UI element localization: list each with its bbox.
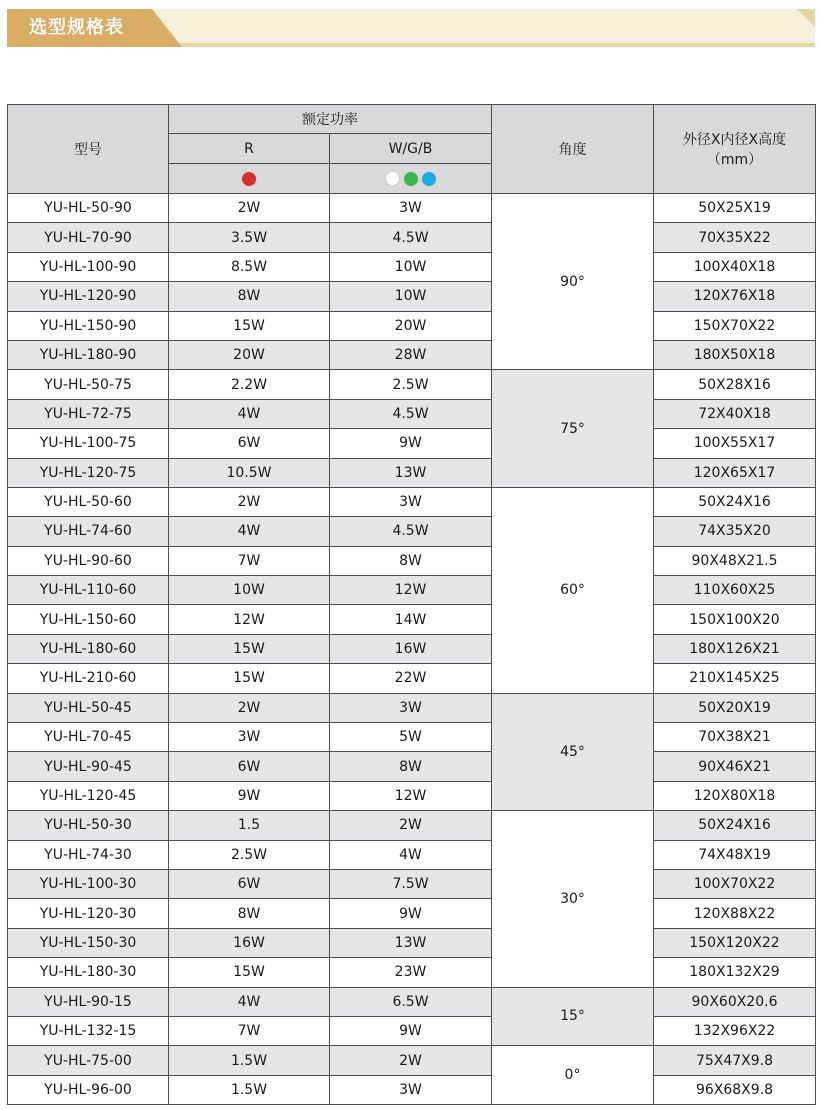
- cell-model: YU-HL-100-30: [8, 869, 169, 898]
- cell-model: YU-HL-180-30: [8, 958, 169, 987]
- cell-r-power: 4W: [169, 517, 330, 546]
- table-row: [8, 370, 816, 399]
- cell-model: YU-HL-50-30: [8, 811, 169, 840]
- cell-dimensions: 100X70X22: [654, 869, 816, 898]
- spec-table: [7, 104, 816, 1105]
- cell-r-power: 6W: [169, 752, 330, 781]
- cell-wgb-power: 28W: [330, 340, 492, 369]
- cell-r-power: 12W: [169, 605, 330, 634]
- cell-wgb-power: 6.5W: [330, 987, 492, 1016]
- table-row: [8, 869, 816, 898]
- header-r: R: [169, 134, 330, 164]
- cell-model: YU-HL-120-45: [8, 781, 169, 810]
- cell-dimensions: 120X88X22: [654, 899, 816, 928]
- header-rated-power: 额定功率: [169, 105, 492, 134]
- table-row: [8, 429, 816, 458]
- white-dot-icon: [385, 171, 400, 186]
- cell-dimensions: 120X76X18: [654, 282, 816, 311]
- cell-wgb-power: 13W: [330, 458, 492, 487]
- cell-dimensions: 180X50X18: [654, 340, 816, 369]
- cell-dimensions: 74X48X19: [654, 840, 816, 869]
- cell-r-power: 2W: [169, 487, 330, 516]
- cell-dimensions: 96X68X9.8: [654, 1075, 816, 1104]
- table-row: [8, 958, 816, 987]
- cell-model: YU-HL-180-90: [8, 340, 169, 369]
- banner-corner-fold: [797, 9, 815, 27]
- cell-dimensions: 90X48X21.5: [654, 546, 816, 575]
- cell-wgb-power: 3W: [330, 194, 492, 223]
- cell-wgb-power: 5W: [330, 723, 492, 752]
- cell-model: YU-HL-90-60: [8, 546, 169, 575]
- cell-dimensions: 150X70X22: [654, 311, 816, 340]
- cell-r-power: 2W: [169, 693, 330, 722]
- cell-wgb-power: 2.5W: [330, 370, 492, 399]
- cell-r-power: 10.5W: [169, 458, 330, 487]
- cell-dimensions: 180X132X29: [654, 958, 816, 987]
- cell-wgb-power: 7.5W: [330, 869, 492, 898]
- header-r-indicator: [169, 164, 330, 194]
- cell-dimensions: 74X35X20: [654, 517, 816, 546]
- cell-dimensions: 150X120X22: [654, 928, 816, 957]
- cell-model: YU-HL-90-15: [8, 987, 169, 1016]
- cell-dimensions: 90X60X20.6: [654, 987, 816, 1016]
- cell-angle: 90°: [492, 194, 654, 370]
- cell-dimensions: 210X145X25: [654, 664, 816, 693]
- cell-r-power: 9W: [169, 781, 330, 810]
- cell-wgb-power: 4.5W: [330, 223, 492, 252]
- cell-wgb-power: 3W: [330, 1075, 492, 1104]
- table-row: [8, 1016, 816, 1045]
- cell-model: YU-HL-70-45: [8, 723, 169, 752]
- cell-wgb-power: 10W: [330, 282, 492, 311]
- cell-model: YU-HL-120-75: [8, 458, 169, 487]
- blue-dot-icon: [422, 172, 436, 186]
- cell-model: YU-HL-50-60: [8, 487, 169, 516]
- cell-wgb-power: 3W: [330, 693, 492, 722]
- cell-wgb-power: 4.5W: [330, 517, 492, 546]
- cell-r-power: 20W: [169, 340, 330, 369]
- cell-dimensions: 90X46X21: [654, 752, 816, 781]
- cell-angle: 75°: [492, 370, 654, 488]
- table-row: [8, 723, 816, 752]
- header-wgb: W/G/B: [330, 134, 492, 164]
- cell-wgb-power: 9W: [330, 899, 492, 928]
- table-row: [8, 605, 816, 634]
- cell-r-power: 10W: [169, 576, 330, 605]
- cell-model: YU-HL-132-15: [8, 1016, 169, 1045]
- cell-dimensions: 110X60X25: [654, 576, 816, 605]
- cell-model: YU-HL-150-90: [8, 311, 169, 340]
- cell-model: YU-HL-70-90: [8, 223, 169, 252]
- cell-dimensions: 70X35X22: [654, 223, 816, 252]
- cell-r-power: 1.5: [169, 811, 330, 840]
- cell-wgb-power: 4.5W: [330, 399, 492, 428]
- cell-r-power: 8W: [169, 899, 330, 928]
- cell-r-power: 1.5W: [169, 1046, 330, 1075]
- header-angle: 角度: [492, 105, 654, 194]
- cell-dimensions: 50X20X19: [654, 693, 816, 722]
- cell-angle: 15°: [492, 987, 654, 1046]
- table-row: [8, 1075, 816, 1104]
- table-row: [8, 487, 816, 516]
- cell-model: YU-HL-74-30: [8, 840, 169, 869]
- table-row: [8, 252, 816, 281]
- cell-model: YU-HL-72-75: [8, 399, 169, 428]
- cell-model: YU-HL-150-60: [8, 605, 169, 634]
- red-dot-icon: [242, 172, 256, 186]
- header-model: 型号: [8, 105, 169, 194]
- table-row: [8, 634, 816, 663]
- cell-wgb-power: 2W: [330, 811, 492, 840]
- cell-dimensions: 50X28X16: [654, 370, 816, 399]
- cell-dimensions: 50X25X19: [654, 194, 816, 223]
- cell-model: YU-HL-100-75: [8, 429, 169, 458]
- table-row: [8, 458, 816, 487]
- cell-dimensions: 50X24X16: [654, 811, 816, 840]
- cell-dimensions: 150X100X20: [654, 605, 816, 634]
- cell-model: YU-HL-50-75: [8, 370, 169, 399]
- cell-dimensions: 120X65X17: [654, 458, 816, 487]
- cell-angle: 60°: [492, 487, 654, 693]
- cell-model: YU-HL-150-30: [8, 928, 169, 957]
- cell-r-power: 1.5W: [169, 1075, 330, 1104]
- cell-model: YU-HL-120-90: [8, 282, 169, 311]
- cell-wgb-power: 8W: [330, 546, 492, 575]
- header-dimensions-line1: 外径X内径X高度: [682, 132, 787, 148]
- table-row: [8, 576, 816, 605]
- cell-dimensions: 132X96X22: [654, 1016, 816, 1045]
- cell-r-power: 3W: [169, 723, 330, 752]
- green-dot-icon: [404, 172, 418, 186]
- cell-model: YU-HL-100-90: [8, 252, 169, 281]
- table-row: [8, 311, 816, 340]
- header-dimensions: [654, 105, 816, 194]
- cell-wgb-power: 3W: [330, 487, 492, 516]
- cell-r-power: 15W: [169, 664, 330, 693]
- cell-r-power: 8.5W: [169, 252, 330, 281]
- table-row: [8, 282, 816, 311]
- table-row: [8, 340, 816, 369]
- cell-dimensions: 180X126X21: [654, 634, 816, 663]
- cell-r-power: 7W: [169, 546, 330, 575]
- table-row: [8, 840, 816, 869]
- table-row: [8, 693, 816, 722]
- table-row: [8, 752, 816, 781]
- table-row: [8, 1046, 816, 1075]
- cell-wgb-power: 2W: [330, 1046, 492, 1075]
- cell-wgb-power: 9W: [330, 1016, 492, 1045]
- spec-table-header: [8, 105, 816, 194]
- section-banner: [7, 9, 815, 47]
- cell-model: YU-HL-180-60: [8, 634, 169, 663]
- cell-r-power: 6W: [169, 429, 330, 458]
- cell-wgb-power: 23W: [330, 958, 492, 987]
- cell-model: YU-HL-210-60: [8, 664, 169, 693]
- header-dimensions-unit: （mm）: [706, 152, 763, 168]
- cell-model: YU-HL-120-30: [8, 899, 169, 928]
- cell-model: YU-HL-50-90: [8, 194, 169, 223]
- table-row: [8, 928, 816, 957]
- cell-dimensions: 70X38X21: [654, 723, 816, 752]
- cell-wgb-power: 16W: [330, 634, 492, 663]
- cell-dimensions: 100X55X17: [654, 429, 816, 458]
- cell-wgb-power: 4W: [330, 840, 492, 869]
- cell-r-power: 4W: [169, 399, 330, 428]
- table-row: [8, 811, 816, 840]
- cell-r-power: 4W: [169, 987, 330, 1016]
- table-row: [8, 517, 816, 546]
- cell-wgb-power: 8W: [330, 752, 492, 781]
- cell-angle: 0°: [492, 1046, 654, 1105]
- cell-dimensions: 75X47X9.8: [654, 1046, 816, 1075]
- cell-angle: 30°: [492, 811, 654, 987]
- cell-r-power: 7W: [169, 1016, 330, 1045]
- table-row: [8, 664, 816, 693]
- cell-model: YU-HL-110-60: [8, 576, 169, 605]
- table-row: [8, 781, 816, 810]
- cell-angle: 45°: [492, 693, 654, 811]
- table-row: [8, 987, 816, 1016]
- cell-dimensions: 120X80X18: [654, 781, 816, 810]
- table-row: [8, 194, 816, 223]
- cell-wgb-power: 10W: [330, 252, 492, 281]
- cell-r-power: 15W: [169, 311, 330, 340]
- cell-wgb-power: 9W: [330, 429, 492, 458]
- cell-r-power: 3.5W: [169, 223, 330, 252]
- section-title: 选型规格表: [29, 17, 124, 38]
- spec-table-body: [8, 194, 816, 1105]
- cell-r-power: 2.2W: [169, 370, 330, 399]
- cell-model: YU-HL-90-45: [8, 752, 169, 781]
- cell-dimensions: 72X40X18: [654, 399, 816, 428]
- cell-r-power: 15W: [169, 634, 330, 663]
- cell-wgb-power: 20W: [330, 311, 492, 340]
- cell-model: YU-HL-75-00: [8, 1046, 169, 1075]
- table-row: [8, 546, 816, 575]
- header-wgb-indicator: [330, 164, 492, 194]
- cell-wgb-power: 12W: [330, 576, 492, 605]
- cell-dimensions: 50X24X16: [654, 487, 816, 516]
- cell-r-power: 6W: [169, 869, 330, 898]
- table-row: [8, 899, 816, 928]
- cell-r-power: 15W: [169, 958, 330, 987]
- cell-r-power: 2.5W: [169, 840, 330, 869]
- cell-r-power: 8W: [169, 282, 330, 311]
- cell-wgb-power: 12W: [330, 781, 492, 810]
- cell-model: YU-HL-96-00: [8, 1075, 169, 1104]
- cell-wgb-power: 13W: [330, 928, 492, 957]
- cell-wgb-power: 14W: [330, 605, 492, 634]
- cell-model: YU-HL-50-45: [8, 693, 169, 722]
- cell-dimensions: 100X40X18: [654, 252, 816, 281]
- cell-wgb-power: 22W: [330, 664, 492, 693]
- table-row: [8, 399, 816, 428]
- cell-r-power: 2W: [169, 194, 330, 223]
- table-row: [8, 223, 816, 252]
- cell-r-power: 16W: [169, 928, 330, 957]
- cell-model: YU-HL-74-60: [8, 517, 169, 546]
